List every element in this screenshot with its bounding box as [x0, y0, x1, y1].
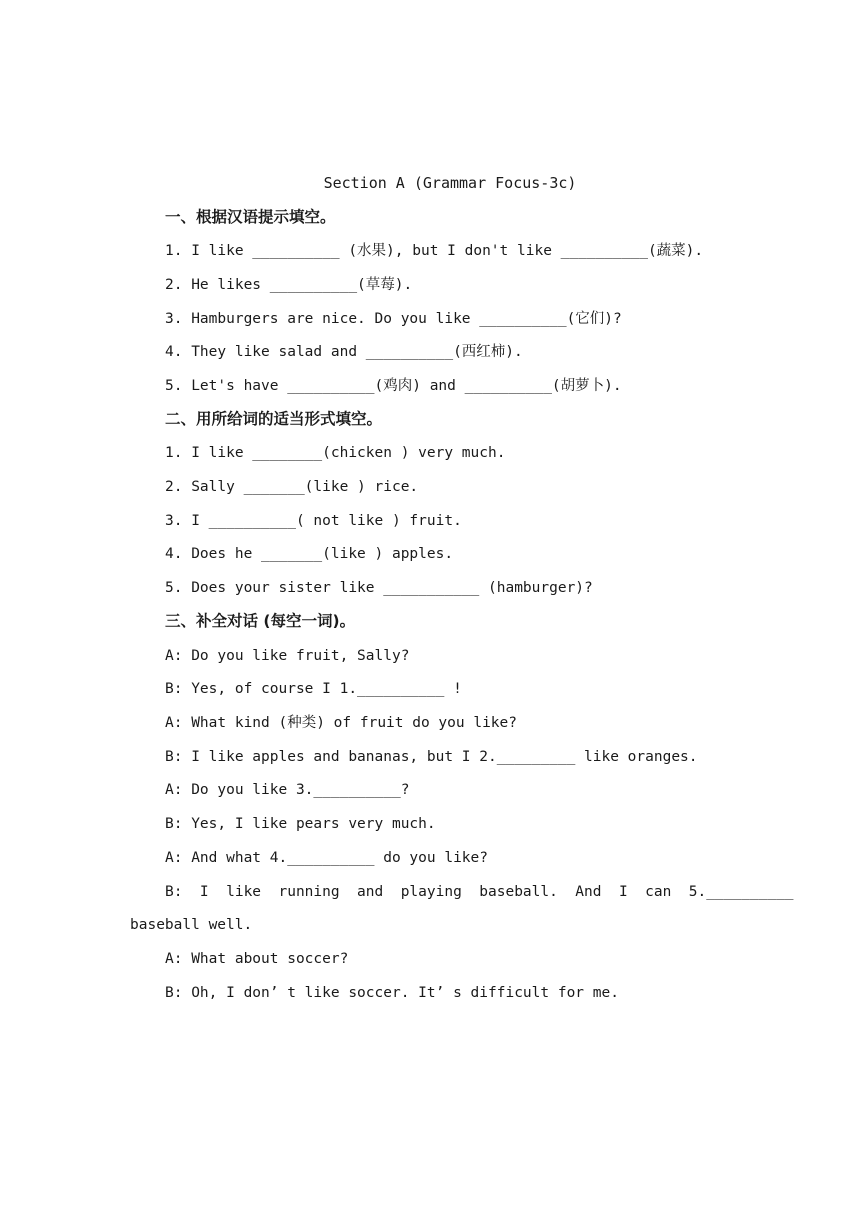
section-1-item-2: 2. He likes __________(草莓). — [165, 277, 413, 293]
dialogue-line-7: A: And what 4.__________ do you like? — [165, 850, 489, 866]
dialogue-line-8: B: I like running and playing baseball. And I can 5.__________ — [165, 884, 794, 900]
dialogue-line-8-continuation: baseball well. — [130, 917, 253, 933]
section-2-heading: 二、用所给词的适当形式填空。 — [165, 410, 383, 428]
section-2-item-4: 4. Does he _______(like ) apples. — [165, 546, 454, 562]
section-1-item-3: 3. Hamburgers are nice. Do you like __________(它们)? — [165, 311, 622, 327]
section-2-item-1: 1. I like ________(chicken ) very much. — [165, 445, 506, 461]
section-1-item-4: 4. They like salad and __________(西红柿). — [165, 344, 523, 360]
section-1-item-5: 5. Let's have __________(鸡肉) and __________(胡萝卜). — [165, 378, 622, 394]
section-2-item-2: 2. Sally _______(like ) rice. — [165, 479, 419, 495]
dialogue-line-10: B: Oh, I don’ t like soccer. It’ s difficult for me. — [165, 985, 619, 1001]
dialogue-line-1: A: Do you like fruit, Sally? — [165, 648, 410, 664]
section-1-item-1: 1. I like __________ (水果), but I don't like __________(蔬菜). — [165, 243, 704, 259]
dialogue-line-9: A: What about soccer? — [165, 951, 349, 967]
dialogue-line-6: B: Yes, I like pears very much. — [165, 816, 436, 832]
page-title: Section A (Grammar Focus-3c) — [323, 174, 577, 192]
section-2-item-3: 3. I __________( not like ) fruit. — [165, 513, 462, 529]
section-1-heading: 一、根据汉语提示填空。 — [165, 208, 336, 226]
dialogue-line-5: A: Do you like 3.__________? — [165, 782, 410, 798]
dialogue-line-3: A: What kind (种类) of fruit do you like? — [165, 715, 518, 731]
section-3-heading: 三、补全对话 (每空一词)。 — [165, 612, 356, 630]
section-2-item-5: 5. Does your sister like ___________ (hamburger)? — [165, 580, 593, 596]
dialogue-line-2: B: Yes, of course I 1.__________ ! — [165, 681, 462, 697]
dialogue-line-4: B: I like apples and bananas, but I 2._________ like oranges. — [165, 749, 698, 765]
